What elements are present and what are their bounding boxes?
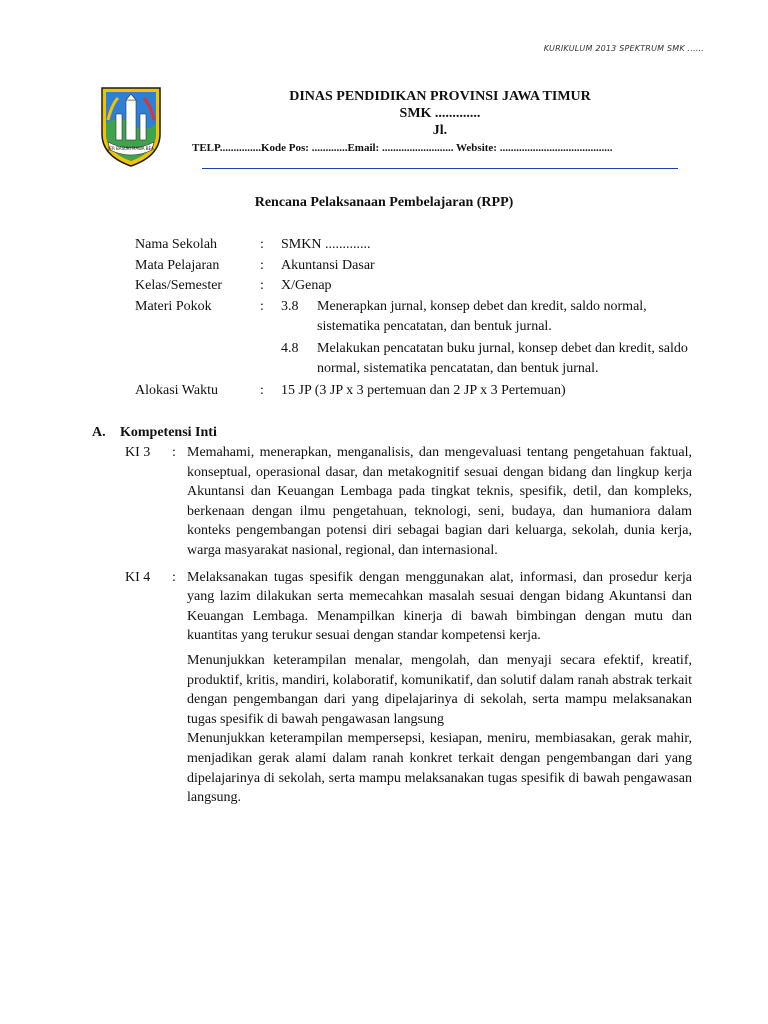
institution-name: DINAS PENDIDIKAN PROVINSI JAWA TIMUR xyxy=(289,89,591,104)
identity-label: Kelas/Semester xyxy=(135,278,223,293)
ki4-paragraph: Menunjukkan keterampilan mempersepsi, kesiapan, meniru, membiasakan, gerak mahir, menjadikan gerak alami dalam ranah konkret terkait dengan pengembangan dari yang dipelajarinya di sekolah, serta mampu melaksanakan tugas spesifik di bawah pengawasan langsung. xyxy=(187,731,692,806)
letterhead-divider xyxy=(202,168,678,169)
alokasi-value: 15 JP (3 JP x 3 pertemuan dan 2 JP x 3 Pertemuan) xyxy=(281,382,566,398)
ki3-label: KI 3 xyxy=(125,445,151,460)
ki4-label: KI 4 xyxy=(125,569,151,585)
colon: : xyxy=(172,445,176,460)
materi-row xyxy=(135,297,705,381)
ki4-paragraph: Menunjukkan keterampilan menalar, mengolah, dan menyaji secara efektif, kreatif, produktif, kritis, mandiri, kolaboratif, komunikatif, dan solutif dalam ranah abstrak terkait dengan pengembangan dari yang dipelajarinya di sekolah, serta mampu melaksanakan tugas spesifik di bawah pengawasan langsung xyxy=(187,652,692,727)
alokasi-row xyxy=(135,381,705,402)
identity-label: Mata Pelajaran xyxy=(135,257,220,273)
materi-item xyxy=(281,297,705,338)
emblem-ribbon-text: JER BASUKI MAWA BEA xyxy=(108,146,154,151)
school-address: Jl. xyxy=(432,123,448,138)
ki3-text: Memahami, menerapkan, menganalisis, dan mengevaluasi tentang pengetahuan faktual, konseptual, operasional dasar, dan metakognitif sesuai dengan bidang dan lingkup kerja Akuntansi dan Keuangan Lembaga pada tingkat teknis, spesifik, detil, dan kompleks, berkenaan dengan ilmu pengetahuan, teknologi, seni, budaya, dan humaniora dalam konteks pengembangan potensi diri sebagai bagian dari keluarga, sekolah, dunia kerja, warga masyarakat nasional, regional, dan internasional. xyxy=(187,445,692,558)
section-letter: A. xyxy=(92,425,106,440)
identity-label: Nama Sekolah xyxy=(135,237,218,252)
letterhead-title xyxy=(190,88,690,139)
section-heading xyxy=(92,423,692,443)
contact-line: TELP...............Kode Pos: .............Email: .......................... Website: ......................................... xyxy=(192,142,613,154)
identity-block xyxy=(135,235,705,401)
colon: : xyxy=(260,382,264,398)
materi-number: 3.8 xyxy=(281,298,299,314)
colon: : xyxy=(260,257,264,273)
alokasi-label: Alokasi Waktu xyxy=(135,382,218,398)
kompetensi-inti-section xyxy=(92,423,692,813)
ki3-block xyxy=(125,443,692,566)
document-title: Rencana Pelaksanaan Pembelajaran (RPP) xyxy=(254,195,514,210)
school-name: SMK ............. xyxy=(399,106,481,121)
colon: : xyxy=(260,237,264,252)
ki4-body xyxy=(187,568,692,813)
ki3-body xyxy=(187,443,692,566)
running-header: KURIKULUM 2013 SPEKTRUM SMK ...... xyxy=(543,44,704,53)
colon: : xyxy=(172,569,176,585)
materi-text: Menerapkan jurnal, konsep debet dan kredit, saldo normal, sistematika pencatatan, dan bentuk jurnal. xyxy=(317,298,647,334)
colon: : xyxy=(260,298,264,314)
ki4-block xyxy=(125,568,692,813)
materi-text: Melakukan pencatatan buku jurnal, konsep debet dan kredit, saldo normal, sistematika pencatatan, dan bentuk jurnal. xyxy=(317,340,688,376)
materi-number: 4.8 xyxy=(281,340,299,356)
identity-row xyxy=(135,235,705,256)
identity-value: X/Genap xyxy=(281,278,332,293)
identity-row xyxy=(135,256,705,277)
jawa-timur-emblem-icon xyxy=(98,84,164,168)
section-title: Kompetensi Inti xyxy=(120,425,217,440)
materi-item xyxy=(281,339,705,380)
identity-value: SMKN ............. xyxy=(281,237,371,252)
identity-value: Akuntansi Dasar xyxy=(281,257,375,273)
ki4-paragraph: Melaksanakan tugas spesifik dengan menggunakan alat, informasi, dan prosedur kerja yang lazim dilakukan serta memecahkan masalah sesuai dengan bidang Akuntansi dan Keuangan Lembaga. Menampilkan kinerja di bawah bimbingan dengan mutu dan kuantitas yang terukur sesuai dengan standar kompetensi kerja. xyxy=(187,569,692,644)
materi-label: Materi Pokok xyxy=(135,298,212,314)
materi-list xyxy=(281,297,705,381)
identity-row xyxy=(135,276,705,297)
colon: : xyxy=(260,278,264,293)
